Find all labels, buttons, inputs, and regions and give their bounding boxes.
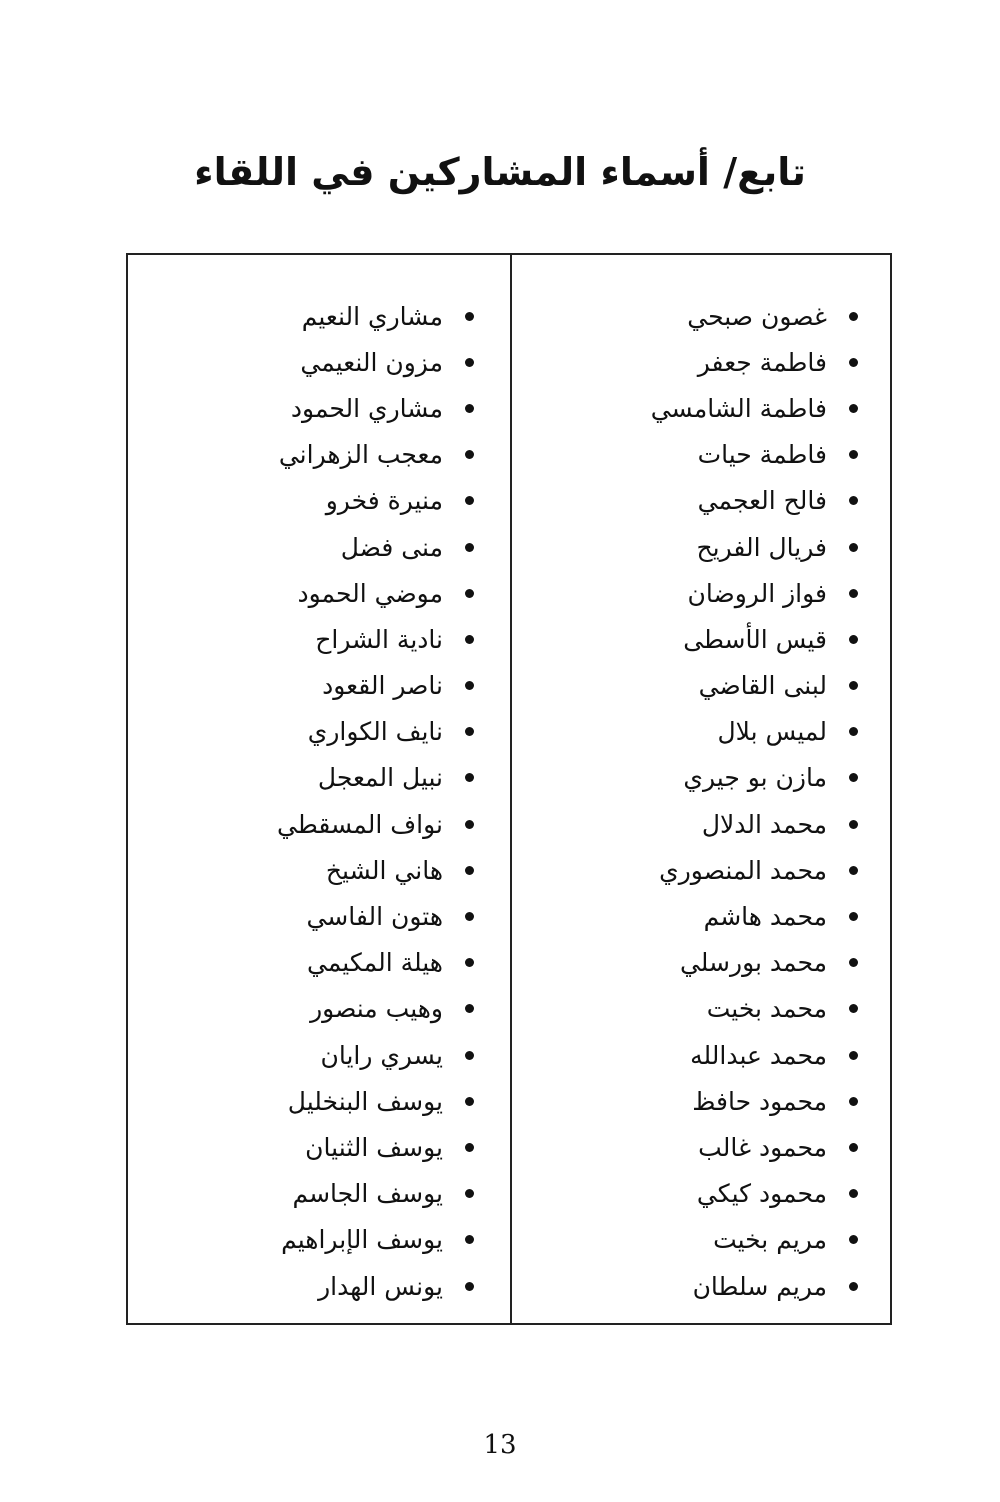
list-item [512,709,858,755]
bullet-icon [849,773,858,782]
names-column-right [510,255,890,1323]
bullet-icon [465,1235,474,1244]
participant-name: غصون صبحي [687,301,827,331]
participant-name: فاطمة الشامسي [650,393,827,423]
bullet-icon [465,358,474,367]
list-item [128,755,474,801]
bullet-icon [849,496,858,505]
bullet-icon [465,958,474,967]
participant-name: محمد المنصوري [659,855,827,885]
bullet-icon [465,1051,474,1060]
participant-name: مريم بخيت [713,1225,827,1255]
list-item [128,478,474,524]
list-item [512,1263,858,1309]
list-item [512,801,858,847]
list-item [128,709,474,755]
participant-name: يونس الهدار [318,1271,443,1301]
participant-name: فواز الروضان [687,578,827,608]
participant-name: يسري رايان [320,1040,443,1070]
bullet-icon [465,1282,474,1291]
bullet-icon [849,1143,858,1152]
list-item [512,663,858,709]
bullet-icon [849,1189,858,1198]
participant-name: هيلة المكيمي [306,948,443,978]
participant-name: يوسف الإبراهيم [281,1225,443,1255]
participant-name: يوسف الثنيان [305,1132,443,1162]
bullet-icon [849,589,858,598]
participant-name: محمد بورسلي [679,948,827,978]
bullet-icon [849,1097,858,1106]
bullet-icon [849,312,858,321]
participant-name: نبيل المعجل [317,763,443,793]
participant-name: منيرة فخرو [325,486,443,516]
page-number: 13 [483,1430,517,1460]
bullet-icon [465,681,474,690]
participant-name: نايف الكواري [307,717,443,747]
list-item [512,847,858,893]
list-item [512,1171,858,1217]
list-item [512,1124,858,1170]
list-item [128,570,474,616]
participant-name: هتون الفاسي [306,902,443,932]
bullet-icon [849,1004,858,1013]
participant-name: مشاري النعيم [301,301,443,331]
participant-name: موضي الحمود [297,578,443,608]
bullet-icon [465,1143,474,1152]
participant-name: فاطمة جعفر [697,347,827,377]
list-item [128,1078,474,1124]
list-item [128,940,474,986]
list-item [512,1217,858,1263]
list-item [512,385,858,431]
participant-name: نواف المسقطي [277,809,443,839]
participant-name: نادية الشراح [315,624,443,654]
list-item [128,524,474,570]
bullet-icon [465,543,474,552]
list-item [512,432,858,478]
participant-name: يوسف الجاسم [292,1179,443,1209]
list-item [128,616,474,662]
list-item [512,478,858,524]
list-item [512,893,858,939]
list-item [512,339,858,385]
list-item [512,1078,858,1124]
participant-name: محمد الدلال [701,809,827,839]
bullet-icon [465,773,474,782]
bullet-icon [465,404,474,413]
participant-name: محمد عبدالله [690,1040,827,1070]
participant-name: مازن بو جيري [683,763,827,793]
list-item [512,986,858,1032]
list-item [128,1217,474,1263]
bullet-icon [465,866,474,875]
bullet-icon [849,404,858,413]
list-item [512,1032,858,1078]
bullet-icon [849,543,858,552]
list-item [128,893,474,939]
participant-name: محمود كيكي [696,1179,827,1209]
participant-name: فاطمة حيات [697,440,827,470]
participant-name: يوسف البنخليل [287,1086,443,1116]
participant-name: فالح العجمي [697,486,827,516]
list-item [512,570,858,616]
list-item [128,801,474,847]
bullet-icon [465,312,474,321]
participant-name: هاني الشيخ [325,855,443,885]
bullet-icon [465,820,474,829]
bullet-icon [465,496,474,505]
participant-name: قيس الأسطى [683,624,827,654]
bullet-icon [465,1097,474,1106]
bullet-icon [849,958,858,967]
list-item [128,847,474,893]
participant-name: لبنى القاضي [698,671,827,701]
participant-name: محمد بخيت [706,994,827,1024]
participant-name: وهيب منصور [310,994,443,1024]
list-item [128,1263,474,1309]
participant-name: مشاري الحمود [290,393,443,423]
list-item [128,432,474,478]
participant-name: لميس بلال [717,717,827,747]
bullet-icon [849,1235,858,1244]
bullet-icon [849,1051,858,1060]
list-item [512,616,858,662]
bullet-icon [849,681,858,690]
list-item [128,1171,474,1217]
bullet-icon [465,589,474,598]
participant-name: مريم سلطان [692,1271,827,1301]
bullet-icon [849,358,858,367]
bullet-icon [849,912,858,921]
participant-name: منى فضل [340,532,443,562]
participant-name: مزون النعيمي [300,347,443,377]
list-item [128,1124,474,1170]
bullet-icon [849,820,858,829]
list-item [128,1032,474,1078]
bullet-icon [465,1004,474,1013]
participant-name: ناصر القعود [322,671,443,701]
bullet-icon [465,727,474,736]
bullet-icon [465,912,474,921]
list-item [128,385,474,431]
page-title: تابع/ أسماء المشاركين في اللقاء [194,150,806,194]
bullet-icon [849,450,858,459]
participant-name: فريال الفريح [696,532,827,562]
list-item [128,293,474,339]
list-item [128,663,474,709]
list-item [512,293,858,339]
participants-table [126,253,892,1325]
bullet-icon [849,1282,858,1291]
bullet-icon [465,450,474,459]
participant-name: معجب الزهراني [278,440,443,470]
names-column-left [128,255,510,1323]
bullet-icon [849,866,858,875]
list-item [512,755,858,801]
list-item [128,986,474,1032]
participant-name: محمود غالب [698,1132,827,1162]
participant-name: محمد هاشم [703,902,827,932]
list-item [512,940,858,986]
list-item [128,339,474,385]
bullet-icon [465,635,474,644]
bullet-icon [465,1189,474,1198]
bullet-icon [849,635,858,644]
bullet-icon [849,727,858,736]
list-item [512,524,858,570]
participant-name: محمود حافظ [692,1086,827,1116]
